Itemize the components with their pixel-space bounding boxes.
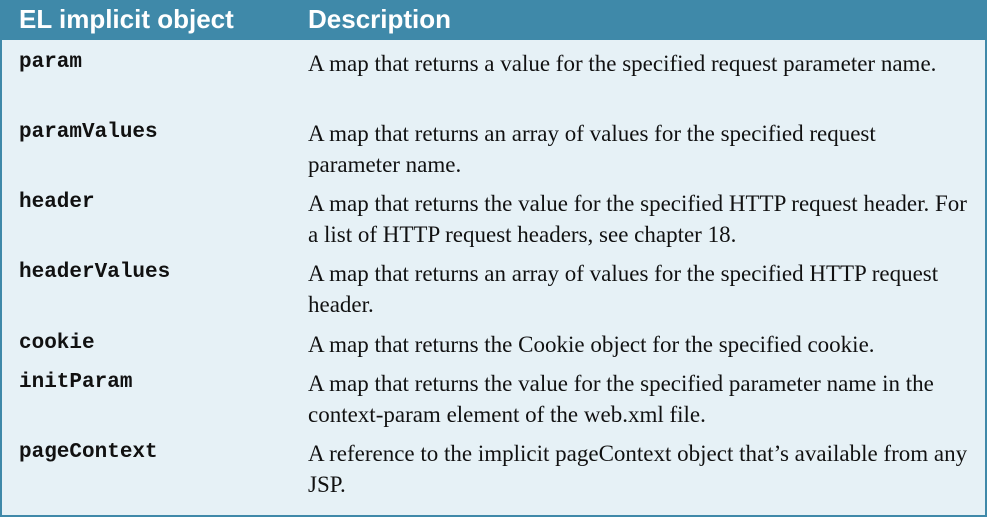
object-name: initParam [19,371,133,394]
object-name: cookie [19,332,95,355]
object-description: A map that returns an array of values for the specified request parameter name. [308,121,876,177]
object-name: pageContext [19,441,158,464]
column-header-description: Description [308,4,452,34]
object-description: A map that returns a value for the specified request parameter name. [308,51,937,76]
object-name: param [19,51,83,74]
object-description: A map that returns the Cookie object for the specified cookie. [308,332,875,357]
object-description: A map that returns the value for the specified HTTP request header. For a list of HTTP request headers, see chapter 18. [308,191,967,247]
object-name: header [19,191,95,214]
column-header-object: EL implicit object [19,4,234,34]
table-header [2,0,985,40]
object-name: headerValues [19,261,171,284]
object-description: A map that returns an array of values for the specified HTTP request header. [308,261,939,317]
object-description: A map that returns the value for the specified parameter name in the context-param element of the web.xml file. [308,371,934,427]
object-description: A reference to the implicit pageContext object that’s available from any JSP. [308,441,968,497]
object-name: paramValues [19,121,158,144]
